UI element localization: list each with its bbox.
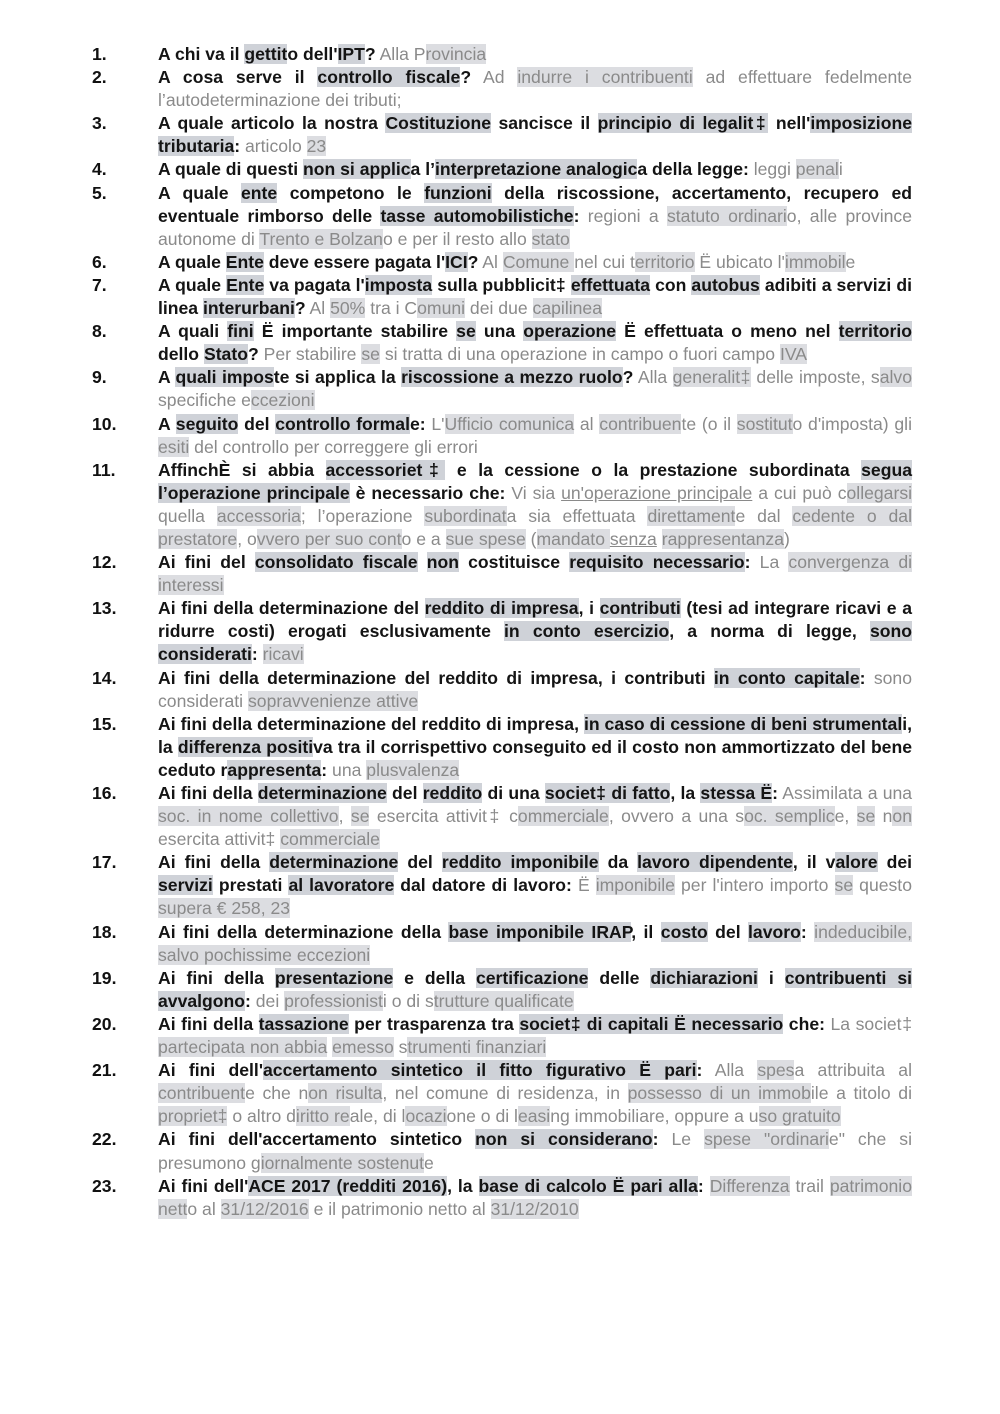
highlight-mark: generalit‡ <box>672 367 751 388</box>
highlight-mark: 31/12/2010 <box>490 1198 579 1219</box>
answer-text: una plusvalenza <box>332 759 460 780</box>
answer-text: regioni a statuto ordinario, alle province autonome di Trento e Bolzano e per il resto allo stato <box>158 205 912 249</box>
item-number: 15. <box>92 713 117 734</box>
list-item <box>92 597 912 666</box>
highlight-mark: indurre i contribuenti <box>517 67 693 88</box>
highlight-mark: lavoro <box>748 921 801 942</box>
highlight-mark: stessa Ë <box>700 783 773 803</box>
highlight-mark: riscossione a mezzo ruolo <box>401 367 623 388</box>
answer-text: La convergenza di interessi <box>158 552 913 596</box>
answer-text: La societ‡ partecipata non abbia emesso strumenti finanziari <box>158 1013 912 1058</box>
list-item <box>92 251 912 274</box>
question-text: A quale Ente deve essere pagata l'ICI? <box>158 251 479 272</box>
item-number: 1. <box>92 44 107 64</box>
list-item <box>92 182 912 251</box>
highlight-mark: sue spese <box>445 528 526 549</box>
highlight-mark: cedente o dal prestatore <box>158 505 912 549</box>
list-item <box>92 551 912 597</box>
item-number: 2. <box>92 67 107 88</box>
item-number: 3. <box>92 113 107 134</box>
highlight-mark: differenza positi <box>177 736 314 757</box>
highlight-mark: contributi <box>599 598 681 619</box>
question-text: A quale articolo la nostra Costituzione sancisce il principio di legalit‡ nell'imposizione tributaria: <box>158 113 912 157</box>
underlined-text: un'operazione principale <box>561 482 753 503</box>
highlight-mark: on <box>892 806 912 827</box>
underlined-text: senza <box>609 528 657 549</box>
item-number: 12. <box>92 552 117 573</box>
list-item <box>92 921 912 967</box>
highlight-mark: ricavi <box>262 644 304 665</box>
highlight-mark: vvero per suo cont <box>256 528 402 549</box>
highlight-mark: sostitut <box>736 413 793 434</box>
highlight-mark: stato <box>531 228 570 249</box>
highlight-mark: principio di legalit‡ <box>597 113 769 134</box>
list-item <box>92 851 912 920</box>
highlight-mark: Ente <box>226 274 265 295</box>
highlight-mark: controllo fiscale <box>317 67 461 88</box>
item-number: 4. <box>92 159 107 180</box>
highlight-mark: Ente <box>225 251 264 272</box>
question-text: Ai fini della tassazione per trasparenza tra societ‡ di capitali Ë necessario che: <box>158 1013 825 1034</box>
highlight-mark: 23 <box>306 136 327 157</box>
highlight-mark: non si considerano <box>475 1129 653 1150</box>
highlight-mark: ccezioni <box>250 390 315 411</box>
answer-fragment: rappresentanza) <box>661 528 790 549</box>
answer-text: Le spese "ordinarie" che si presumono giornalmente sostenute <box>158 1129 912 1173</box>
answer-text: Ad indurre i contribuenti ad effettuare fedelmente l’autodeterminazione dei tributi; <box>158 67 912 111</box>
question-text: A chi va il gettito dell'IPT? <box>158 44 376 64</box>
highlight-mark: se <box>350 806 370 827</box>
highlight-mark: imposizione tributaria <box>158 113 912 157</box>
list-item <box>92 1175 912 1221</box>
highlight-mark: Comune <box>502 251 575 272</box>
highlight-mark: in caso di cessione di beni strumental <box>583 713 903 734</box>
highlight-mark: servizi <box>158 875 213 896</box>
highlight-mark: spese "ordinari <box>704 1129 829 1150</box>
highlight-mark: ocazi <box>405 1106 447 1127</box>
highlight-mark: gettit <box>244 44 288 64</box>
list-item <box>92 366 912 412</box>
list-item <box>92 274 912 320</box>
question-text: Ai fini della determinazione della base imponibile IRAP, il costo del lavoro: <box>158 921 807 942</box>
highlight-mark: indeducibile, salvo pochissime eccezioni <box>158 921 912 965</box>
list-item <box>92 413 912 459</box>
highlight-mark: accessoriet‡ <box>325 459 446 480</box>
highlight-mark: propriet‡ <box>158 1106 228 1127</box>
highlight-mark: dichiarazioni <box>650 967 758 988</box>
highlight-mark: se <box>456 321 476 342</box>
answer-text: Al Comune nel cui territorio Ë ubicato l'immobile <box>482 251 856 272</box>
question-text: A cosa serve il controllo fiscale? <box>158 67 472 88</box>
highlight-mark: emesso <box>332 1037 394 1058</box>
highlight-mark: costo <box>660 921 708 942</box>
question-text: Ai fini della determinazione del reddito di impresa, i contributi in conto capitale: <box>158 667 866 688</box>
highlight-mark: IVA <box>779 344 808 365</box>
highlight-mark: capilinea <box>532 298 602 319</box>
highlight-mark: rappresentanza <box>661 528 784 549</box>
item-number: 22. <box>92 1129 117 1150</box>
question-text: Ai fini della presentazione e della certificazione delle dichiarazioni i contribuenti si avvalgono: <box>158 967 912 1011</box>
highlight-mark: statuto ordinari <box>666 205 787 226</box>
question-text: Ai fini della determinazione del reddito di impresa, in caso di cessione di beni strumentali, la differenza positiva tra il corrispettivo conseguito ed il costo non ammortizzato del bene ceduto rappresenta: <box>158 713 913 780</box>
highlight-mark: subordinat <box>424 505 507 526</box>
item-number: 18. <box>92 921 117 942</box>
item-number: 20. <box>92 1013 117 1034</box>
list-item <box>92 158 912 181</box>
question-text: A quale Ente va pagata l'imposta sulla pubblicit‡ effettuata con autobus adibiti a servizi di linea interurbani? <box>158 274 913 319</box>
question-text: A quali imposte si applica la riscossione a mezzo ruolo? <box>158 367 634 388</box>
highlight-mark: reddito <box>422 783 483 803</box>
highlight-mark: determinazione <box>257 783 387 803</box>
answer-text: Alla Provincia <box>379 44 487 64</box>
item-number: 14. <box>92 667 117 688</box>
highlight-mark: plusvalenza <box>366 759 460 780</box>
highlight-mark: easi <box>517 1106 551 1127</box>
highlight-mark: mandato <box>536 528 610 549</box>
highlight-mark: possesso di un immob <box>627 1083 811 1104</box>
highlight-mark: soc. in nome collettivo <box>158 806 339 827</box>
highlight-mark: effettuata <box>570 274 651 295</box>
highlight-mark: patrimonio nett <box>158 1175 912 1219</box>
highlight-mark: trumenti finanziari <box>407 1037 547 1058</box>
highlight-mark: autobus <box>691 274 760 295</box>
highlight-mark: Ufficio comunica <box>444 413 575 434</box>
highlight-mark: Stato <box>203 344 248 365</box>
question-text: A quale di questi non si applica l’interpretazione analogica della legge: <box>158 159 749 180</box>
item-number: 5. <box>92 182 107 203</box>
highlight-mark: operazione <box>523 321 617 342</box>
highlight-mark: ICI <box>445 251 468 272</box>
highlight-mark: se <box>361 344 380 365</box>
highlight-mark: iornalmente sostenut <box>260 1152 425 1173</box>
highlight-mark: sono considerati <box>158 621 913 665</box>
item-number: 9. <box>92 367 107 388</box>
highlight-mark: contribuenti si avvalgono <box>158 967 912 1011</box>
item-number: 10. <box>92 413 117 434</box>
highlight-mark: se <box>856 806 876 827</box>
highlight-mark: partecipata non abbia <box>158 1037 328 1058</box>
highlight-mark: immobil <box>784 251 846 272</box>
list-item <box>92 1128 912 1174</box>
highlight-mark: spes <box>757 1060 795 1081</box>
highlight-mark: consolidato fiscale <box>254 552 418 573</box>
highlight-mark: funzioni <box>424 182 492 203</box>
question-text: A quali fini Ë importante stabilire se una operazione Ë effettuata o meno nel territorio dello Stato? <box>158 321 912 365</box>
list-item <box>92 459 912 551</box>
highlight-mark: trutture qualificate <box>433 990 574 1011</box>
highlight-mark: direttament <box>647 505 736 526</box>
answer-text <box>263 644 304 664</box>
highlight-mark: interurbani <box>202 298 295 319</box>
question-text: Ai fini dell'accertamento sintetico il fitto figurativo Ë pari: <box>158 1060 703 1081</box>
list-item <box>92 66 912 112</box>
highlight-mark: ACE 2017 (redditi 2016) <box>248 1175 448 1196</box>
item-number: 8. <box>92 321 107 342</box>
answer-fragment: a cui può collegarsi quella accessoria; l’operazione subordinata sia effettuata direttamente dal cedente o dal prestatore, ovvero per suo conto e a sue spese (mandato <box>158 482 913 549</box>
highlight-mark: societ‡ di fatto <box>544 783 671 803</box>
highlight-mark: societ‡ di capitali Ë necessario <box>519 1013 784 1034</box>
question-answer-list <box>92 43 912 1221</box>
answer-text: Differenza trail patrimonio netto al 31/12/2016 e il patrimonio netto al 31/12/2010 <box>158 1175 912 1219</box>
highlight-mark: appresenta <box>227 759 322 780</box>
question-text: A seguito del controllo formale: <box>158 413 426 434</box>
highlight-mark: 31/12/2016 <box>220 1198 309 1219</box>
highlight-mark: sopravvenienze attive <box>247 690 419 711</box>
item-number: 13. <box>92 598 117 619</box>
item-number: 23. <box>92 1175 117 1196</box>
item-number: 6. <box>92 251 107 272</box>
item-number: 11. <box>92 459 116 480</box>
highlight-mark: Costituzione <box>385 113 491 134</box>
highlight-mark: tasse automobilistiche <box>380 205 574 226</box>
answer-text: Alla generalit‡ delle imposte, salvo specifiche eccezioni <box>158 367 912 411</box>
highlight-mark: base imponibile IRAP <box>448 921 632 942</box>
answer-text: Per stabilire se si tratta di una operazione in campo o fuori campo IVA <box>263 344 808 365</box>
item-number: 21. <box>92 1060 117 1081</box>
question-text: Ai fini dell'ACE 2017 (redditi 2016), la base di calcolo Ë pari alla: <box>158 1175 704 1196</box>
highlight-mark: alvo <box>879 367 912 388</box>
highlight-mark: contribuent <box>158 1083 246 1104</box>
highlight-mark: convergenza di interessi <box>158 552 913 596</box>
list-item <box>92 667 912 713</box>
item-number: 16. <box>92 783 117 803</box>
highlight-mark: non si applic <box>303 159 411 180</box>
highlight-mark: iritto re <box>295 1106 350 1127</box>
highlight-mark: in conto esercizio <box>504 621 670 642</box>
highlight-mark: ommerciale <box>517 806 609 827</box>
highlight-mark: in conto capitale <box>713 667 860 688</box>
highlight-mark: IPT <box>337 44 365 64</box>
highlight-mark: Trento e Bolzan <box>259 228 383 249</box>
highlight-mark: tassazione <box>258 1013 349 1034</box>
question-text: AffinchÈ si abbia accessoriet‡ e la cessione o la prestazione subordinata segua l’operazione principale è necessario che: <box>158 459 912 503</box>
item-number: 19. <box>92 967 117 988</box>
list-item <box>92 782 912 851</box>
highlight-mark: reddito di impresa <box>424 598 579 619</box>
item-number: 17. <box>92 852 117 873</box>
answer-text: sono considerati sopravvenienze attive <box>158 667 912 711</box>
highlight-mark: territorio <box>838 321 912 342</box>
highlight-mark: accertamento sintetico il fitto figurativo Ë pari <box>263 1060 697 1081</box>
answer-text: Al 50% tra i Comuni dei due capilinea <box>309 298 602 319</box>
list-item <box>92 43 912 66</box>
question-text: Ai fini della determinazione del reddito imponibile da lavoro dipendente, il valore dei servizi prestati al lavoratore dal datore di lavoro: <box>158 852 912 896</box>
highlight-mark: controllo formal <box>275 413 410 434</box>
highlight-mark: quali impos <box>175 367 274 388</box>
highlight-mark: determinazione <box>269 852 399 873</box>
highlight-mark: Differenza <box>709 1175 790 1196</box>
highlight-mark: fini <box>227 321 254 342</box>
answer-text: Assimilata a una soc. in nome collettivo, se esercita attivit‡ commerciale, ovvero a una soc. semplice, se non esercita attivit‡ commerciale <box>158 783 913 850</box>
highlight-mark: supera € 258, 23 <box>158 898 291 919</box>
answer-text: Ë imponibile per l'intero importo se questo supera € 258, 23 <box>158 875 912 919</box>
highlight-mark: al lavoratore <box>288 875 395 896</box>
answer-text: leggi penali <box>753 159 843 180</box>
highlight-mark: oc. semplic <box>744 806 835 827</box>
list-item <box>92 967 912 1013</box>
answer-text: articolo 23 <box>245 136 327 157</box>
highlight-mark: alore <box>835 852 878 873</box>
answer-fragment: Vi sia <box>511 482 562 503</box>
question-text: A quale ente competono le funzioni della riscossione, accertamento, recupero ed eventuale rimborso delle tasse automobilistiche: <box>158 182 912 226</box>
highlight-mark: segua l’operazione principale <box>158 459 912 503</box>
item-number: 7. <box>92 274 107 295</box>
answer-text: dei professionisti o di strutture qualificate <box>255 990 574 1011</box>
highlight-mark: seguito <box>175 413 239 434</box>
highlight-mark: penal <box>795 159 839 180</box>
highlight-mark: contribuen <box>599 413 682 434</box>
highlight-mark: reddito imponibile <box>441 852 599 873</box>
question-text: Ai fini del consolidato fiscale non costituisce requisito necessario: <box>158 552 751 573</box>
answer-text: L'Ufficio comunica al contribuente (o il sostituto d'imposta) gli esiti del controllo per correggere gli errori <box>158 413 912 457</box>
highlight-mark: professionist <box>284 990 383 1011</box>
highlight-mark: lavoro dipendente <box>637 852 793 873</box>
highlight-mark: base di calcolo Ë pari alla <box>478 1175 698 1196</box>
answer-text: Alla spesa attribuita al contribuente che non risulta, nel comune di residenza, in possesso di un immobile a titolo di propriet‡ o altro diritto reale, di locazione o di leasing immobiliare, oppure a uso gratuito <box>158 1060 912 1127</box>
highlight-mark: erritorio <box>634 251 695 272</box>
highlight-mark: 50% <box>330 298 366 319</box>
highlight-mark: requisito necessario <box>569 552 745 573</box>
question-text: Ai fini della determinazione del reddito di una societ‡ di fatto, la stessa Ë: <box>158 783 779 803</box>
list-item <box>92 1059 912 1128</box>
highlight-mark: so gratuito <box>758 1106 841 1127</box>
list-item <box>92 1013 912 1059</box>
highlight-mark: accessoria <box>216 505 301 526</box>
list-item <box>92 320 912 366</box>
highlight-mark: presentazione <box>274 967 394 988</box>
highlight-mark: commerciale <box>280 829 380 850</box>
highlight-mark: ente <box>241 182 278 203</box>
highlight-mark: on risulta <box>308 1083 383 1104</box>
list-item <box>92 713 912 782</box>
highlight-mark: ollegarsi <box>846 482 913 503</box>
highlight-mark: certificazione <box>475 967 589 988</box>
question-text: Ai fini della determinazione del reddito di impresa, i contributi (tesi ad integrare ricavi e a ridurre costi) erogati esclusivamente in conto esercizio, a norma di legge, sono considerati: <box>158 598 913 665</box>
highlight-mark: omuni <box>417 298 466 319</box>
highlight-mark: imponibile <box>595 875 675 896</box>
highlight-mark: rovincia <box>425 44 487 64</box>
highlight-mark: esiti <box>158 436 190 457</box>
highlight-mark: imposta <box>364 274 433 295</box>
highlight-mark: interpretazione analogic <box>435 159 638 180</box>
highlight-mark: se <box>834 875 854 896</box>
question-text: Ai fini dell'accertamento sintetico non si considerano: <box>158 1129 659 1150</box>
list-item <box>92 112 912 158</box>
highlight-mark: non <box>426 552 459 573</box>
